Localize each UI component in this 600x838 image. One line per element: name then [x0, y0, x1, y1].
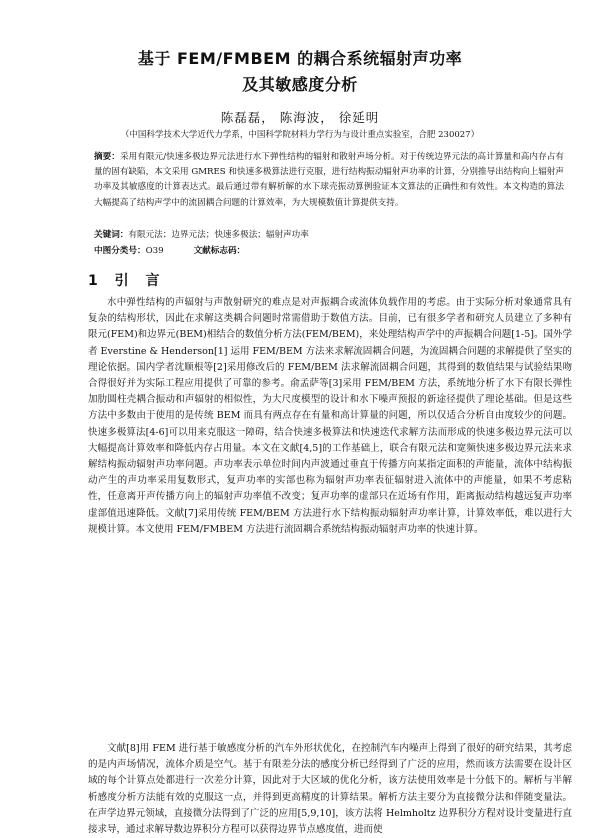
abstract-text: 采用有限元/快速多极边界元法进行水下弹性结构的辐射和散射声场分析。对于传统边界元法的高计算量和高内存占有量的固有缺陷，本文采用 GMRES 和快速多极算法进行克服，进行结构振动辐射声功率的计算，分别推导出结构向上辐射声功率及其敏感度的计算表达式。最后通过带有解析解的水下球壳振动算例验证本文算法的正确性和有效性。本文构造的算法大幅提高了结构声学中的流固耦合问题的计算效率，为大规模数值计算提供支持。: [94, 152, 564, 208]
authors: 陈磊磊， 陈海波， 徐延明: [220, 110, 380, 125]
body-paragraph-1: 水中弹性结构的声辐射与声散射研究的难点是对声振耦合或流体负载作用的考虑。由于实际分析对象通常具有复杂的结构形状，因此在求解这类耦合问题时常需借助于数值方法。目前，已有很多学者和研究人员建立了多种有限元(FEM)和边界元(BEM)相结合的数值分析方法(FEM/BEM)，来处理结构声学中的声振耦合问题[1-5]。国外学者 Everstine & Henderson[1] 运用 FEM/BEM 方法来求解流固耦合问题，为流固耦合问题的求解提供了坚实的理论依据。国内学者沈顺根等[2]采用修改后的 FEM/BEM 法求解流固耦合问题，其得到的数值结果与试验结果吻合得很好并为实际工程应用提供了可靠的参考。俞孟萨等[3]采用 FEM/BEM 方法，系统地分析了水下有限长弹性加肋圆柱壳耦合振动和声辐射的相似性，为大尺度模型的设计和水下噪声预报的新途径提供了理论基础。但是这些方法中多数由于使用的是传统 BEM 而具有两点存在有量和高计算量的问题，所以仅适合分析自由度较少的问题。快速多极算法[4-6]可以用来克服这一障碍，结合快速多极算法和快速迭代求解方法而形成的快速多极边界元法可以大幅提高计算效率和降低内存占用量。本文在文献[4,5]的工作基础上，联合有限元法和宽频快速多极边界元法来求解结构振动辐射声功率问题。声功率表示单位时间内声波通过垂直于传播方向某指定面积的声能量，流体中结构振动产生的声功率采用复数形式，复声功率的实部也称为辐射声功率表征辐射进入流体中的声能量，如果不考虑粘性，任意离开声传播方向上的辐射声功率值不改变；复声功率的虚部只在近场有作用，距离振动结构越远复声功率虚部值迅速降低。文献[7]采用传统 FEM/BEM 方法进行水下结构振动辐射声功率计算，计算效率低，难以进行大规模计算。本文使用 FEM/FMBEM 方法进行流固耦合系统结构振动辐射声功率的快速计算。: [88, 297, 572, 535]
abstract: [94, 150, 564, 211]
class-number-label: 中图分类号：: [94, 246, 146, 256]
keywords: [94, 228, 564, 243]
affiliation: （中国科学技术大学近代力学系，中国科学院材料力学行为与设计重点实验室，合肥 230027）: [120, 130, 480, 140]
doc-code-label: 文献标志码：: [193, 246, 246, 256]
keywords-text: 有限元法；边界元法；快速多极法；辐射声功率: [128, 230, 309, 240]
body-paragraph-2: 文献[8]用 FEM 进行基于敏感度分析的汽车外形状优化，在控制汽车内噪声上得到了很好的研究结果，其考虑的是内声场情况，流体介质是空气。基于有限差分法的感度分析已经得到了广泛的应用，然而该方法需要在设计区域的每个计算点处都进行一次差分计算，因此对于大区域的优化分析，该方法使用效率是十分低下的。解析与半解析感度分析方法能有效的克服这一点，并得到更高精度的计算结果。解析方法主要分为直接微分法和伴随变量法。在声学边界元领域，直接微分法得到了广泛的应用[5,9,10]，该方法将 Helmholtz 边界积分方程对设计变量进行直接求导，通过求解导数边界积分方程可以获得边界节点感度值，进而使: [88, 743, 572, 836]
class-number-value: O39: [145, 246, 164, 256]
section-heading-introduction: 1 引 言: [88, 273, 166, 289]
paper-title-line-1: 基于 FEM/FMBEM 的耦合系统辐射声功率: [137, 49, 463, 68]
keywords-label: 关键词：: [94, 230, 129, 240]
classification: [94, 244, 564, 259]
abstract-label: 摘要：: [94, 152, 120, 162]
paper-title-line-2: 及其敏感度分析: [242, 75, 358, 94]
